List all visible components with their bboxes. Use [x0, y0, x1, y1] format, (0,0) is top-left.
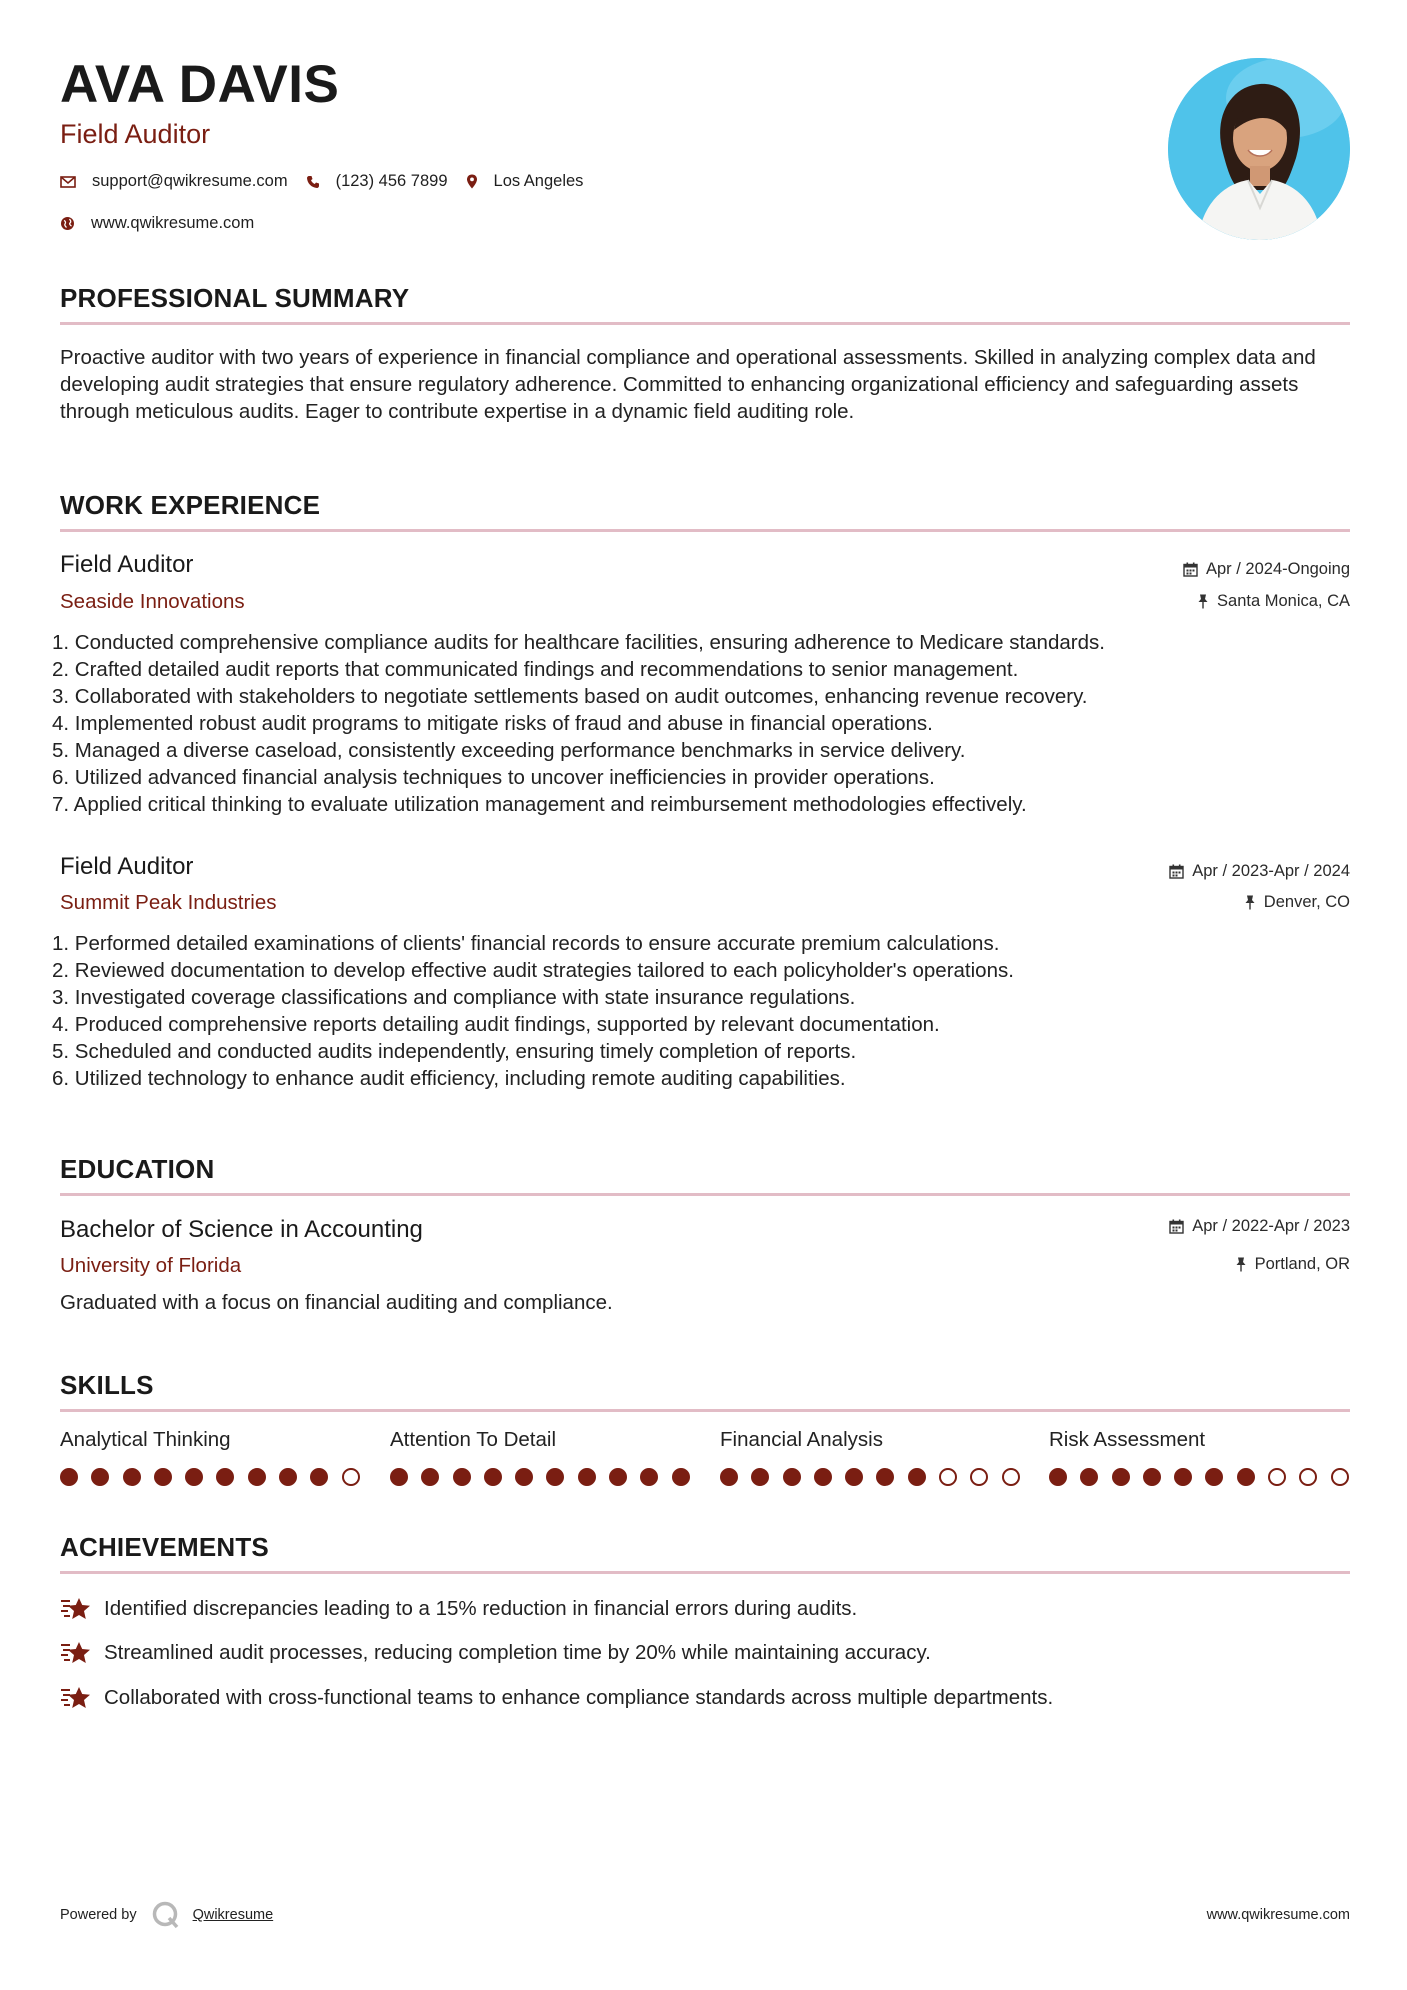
skill-rating — [60, 1468, 373, 1486]
email-text: support@qwikresume.com — [92, 172, 288, 190]
job-bullet: 2. Crafted detailed audit reports that communicated findings and recommendations to senior management. — [52, 658, 1019, 681]
calendar-icon — [1169, 1219, 1184, 1234]
job-bullet: 5. Managed a diverse caseload, consistently exceeding performance benchmarks in service delivery. — [52, 739, 966, 762]
achievements-divider — [60, 1571, 1350, 1574]
job-bullet: 5. Scheduled and conducted audits independently, ensuring timely completion of reports. — [52, 1040, 857, 1063]
skill-item — [390, 1430, 690, 1451]
job-bullet: 1. Conducted comprehensive compliance audits for healthcare facilities, ensuring adherence to Medicare standards. — [52, 631, 1105, 654]
pushpin-icon — [1197, 594, 1209, 609]
job-company: Summit Peak Industries — [60, 891, 277, 914]
profile-photo — [1168, 58, 1350, 240]
map-pin-icon — [466, 174, 478, 189]
job-location — [1244, 894, 1350, 911]
skill-rating — [1049, 1468, 1362, 1486]
rating-dot-filled — [515, 1468, 533, 1486]
profile-photo-illustration — [1168, 58, 1350, 240]
rating-dot-filled — [310, 1468, 328, 1486]
qwikresume-logo-icon — [151, 1900, 181, 1930]
rating-dot-filled — [390, 1468, 408, 1486]
skills-divider — [60, 1409, 1350, 1412]
summary-divider — [60, 322, 1350, 325]
powered-by-label: Powered by — [60, 1907, 137, 1923]
star-badge-icon — [60, 1685, 92, 1711]
job-bullets — [52, 930, 1352, 1092]
education-dates — [1169, 1218, 1350, 1235]
location-text: Los Angeles — [493, 172, 584, 190]
skill-name: Risk Assessment — [1049, 1428, 1206, 1451]
achievement-text: Identified discrepancies leading to a 15% reduction in financial errors during audits. — [104, 1596, 858, 1620]
rating-dot-filled — [60, 1468, 78, 1486]
rating-dot-filled — [1174, 1468, 1192, 1486]
job-bullet: 4. Produced comprehensive reports detailing audit findings, supported by relevant documentation. — [52, 1013, 940, 1036]
rating-dot-filled — [845, 1468, 863, 1486]
rating-dot-empty — [1002, 1468, 1020, 1486]
skill-item — [720, 1430, 1020, 1451]
rating-dot-empty — [939, 1468, 957, 1486]
rating-dot-filled — [185, 1468, 203, 1486]
summary-text: Proactive auditor with two years of experience in financial compliance and operational assessments. Skilled in analyzing complex data and developing audit strategies that ensure regulatory adherence. Committed to enhancing organizational efficiency and safeguarding assets through meticulous audits. Eager to contribute expertise in a dynamic field auditing role. — [60, 346, 1316, 423]
skill-name: Attention To Detail — [390, 1428, 557, 1451]
rating-dot-filled — [91, 1468, 109, 1486]
achievement-item — [60, 1640, 931, 1666]
achievements-heading: ACHIEVEMENTS — [60, 1532, 269, 1562]
school-name: University of Florida — [60, 1254, 242, 1277]
job-bullet: 3. Investigated coverage classifications and compliance with state insurance regulations. — [52, 986, 856, 1009]
pushpin-icon — [1235, 1257, 1247, 1272]
calendar-icon — [1183, 562, 1198, 577]
qwikresume-link[interactable]: Qwikresume — [192, 1907, 274, 1923]
envelope-icon — [60, 176, 76, 188]
rating-dot-empty — [342, 1468, 360, 1486]
rating-dot-empty — [1331, 1468, 1349, 1486]
rating-dot-filled — [751, 1468, 769, 1486]
job-location-text: Denver, CO — [1263, 893, 1350, 911]
phone-text: (123) 456 7899 — [335, 172, 448, 190]
skill-name: Financial Analysis — [720, 1428, 883, 1451]
email-item[interactable] — [60, 172, 288, 191]
experience-divider — [60, 529, 1350, 532]
rating-dot-filled — [720, 1468, 738, 1486]
job-dates — [1183, 561, 1350, 578]
skills-heading: SKILLS — [60, 1370, 154, 1400]
phone-icon — [306, 175, 320, 189]
job-bullet: 7. Applied critical thinking to evaluate utilization management and reimbursement methodologies effectively. — [52, 793, 1027, 816]
rating-dot-filled — [1080, 1468, 1098, 1486]
job-company: Seaside Innovations — [60, 590, 245, 613]
job-bullet: 6. Utilized advanced financial analysis techniques to uncover inefficiencies in provider operations. — [52, 766, 935, 789]
job-bullets — [52, 629, 1352, 818]
rating-dot-filled — [640, 1468, 658, 1486]
rating-dot-filled — [1049, 1468, 1067, 1486]
rating-dot-filled — [908, 1468, 926, 1486]
rating-dot-filled — [154, 1468, 172, 1486]
skill-name: Analytical Thinking — [60, 1428, 231, 1451]
achievement-item — [60, 1596, 857, 1622]
rating-dot-filled — [216, 1468, 234, 1486]
rating-dot-filled — [248, 1468, 266, 1486]
job-title: Field Auditor — [60, 853, 194, 880]
rating-dot-filled — [1205, 1468, 1223, 1486]
rating-dot-filled — [1237, 1468, 1255, 1486]
rating-dot-empty — [1299, 1468, 1317, 1486]
rating-dot-filled — [578, 1468, 596, 1486]
job-dates-text: Apr / 2024-Ongoing — [1205, 560, 1350, 578]
star-badge-icon — [60, 1596, 92, 1622]
rating-dot-filled — [453, 1468, 471, 1486]
star-badge-icon — [60, 1640, 92, 1666]
pushpin-icon — [1244, 895, 1256, 910]
job-location — [1197, 593, 1350, 610]
job-bullet: 4. Implemented robust audit programs to mitigate risks of fraud and abuse in financial operations. — [52, 712, 933, 735]
job-bullet: 1. Performed detailed examinations of clients' financial records to ensure accurate premium calculations. — [52, 932, 1000, 955]
achievement-item — [60, 1685, 1053, 1711]
skill-item — [1049, 1430, 1349, 1451]
phone-item[interactable] — [306, 172, 448, 191]
rating-dot-filled — [814, 1468, 832, 1486]
rating-dot-filled — [783, 1468, 801, 1486]
contact-row — [60, 172, 601, 191]
education-heading: EDUCATION — [60, 1154, 215, 1184]
website-text: www.qwikresume.com — [91, 214, 255, 232]
job-bullet: 3. Collaborated with stakeholders to negotiate settlements based on audit outcomes, enhancing revenue recovery. — [52, 685, 1088, 708]
summary-heading: PROFESSIONAL SUMMARY — [60, 283, 410, 313]
rating-dot-filled — [876, 1468, 894, 1486]
rating-dot-filled — [609, 1468, 627, 1486]
rating-dot-filled — [672, 1468, 690, 1486]
footer-website[interactable]: www.qwikresume.com — [1206, 1907, 1350, 1923]
rating-dot-filled — [421, 1468, 439, 1486]
job-title: Field Auditor — [60, 551, 194, 578]
rating-dot-empty — [970, 1468, 988, 1486]
calendar-icon — [1169, 864, 1184, 879]
globe-icon — [60, 216, 75, 231]
skill-rating — [390, 1468, 703, 1486]
education-description: Graduated with a focus on financial auditing and compliance. — [60, 1291, 613, 1314]
job-bullet: 6. Utilized technology to enhance audit efficiency, including remote auditing capabilities. — [52, 1067, 846, 1090]
rating-dot-filled — [546, 1468, 564, 1486]
candidate-name: AVA DAVIS — [60, 55, 340, 114]
contact-row-website — [60, 214, 272, 233]
footer-powered-by — [60, 1900, 273, 1930]
experience-heading: WORK EXPERIENCE — [60, 490, 321, 520]
location-item — [466, 172, 584, 191]
education-location-text: Portland, OR — [1254, 1255, 1350, 1273]
job-dates-text: Apr / 2023-Apr / 2024 — [1192, 862, 1350, 880]
skill-item — [60, 1430, 360, 1451]
rating-dot-filled — [123, 1468, 141, 1486]
achievement-text: Streamlined audit processes, reducing completion time by 20% while maintaining accuracy. — [104, 1640, 931, 1664]
education-dates-text: Apr / 2022-Apr / 2023 — [1192, 1217, 1350, 1235]
achievement-text: Collaborated with cross-functional teams to enhance compliance standards across multiple departments. — [104, 1685, 1054, 1709]
skill-rating — [720, 1468, 1033, 1486]
rating-dot-filled — [1143, 1468, 1161, 1486]
candidate-role: Field Auditor — [60, 119, 211, 149]
rating-dot-filled — [1112, 1468, 1130, 1486]
job-bullet: 2. Reviewed documentation to develop effective audit strategies tailored to each policyholder's operations. — [52, 959, 1014, 982]
rating-dot-filled — [279, 1468, 297, 1486]
job-location-text: Santa Monica, CA — [1217, 592, 1350, 610]
rating-dot-empty — [1268, 1468, 1286, 1486]
education-divider — [60, 1193, 1350, 1196]
rating-dot-filled — [484, 1468, 502, 1486]
degree-title: Bachelor of Science in Accounting — [60, 1216, 423, 1243]
education-location — [1235, 1256, 1350, 1273]
job-dates — [1169, 863, 1350, 880]
website-item[interactable] — [60, 214, 254, 233]
